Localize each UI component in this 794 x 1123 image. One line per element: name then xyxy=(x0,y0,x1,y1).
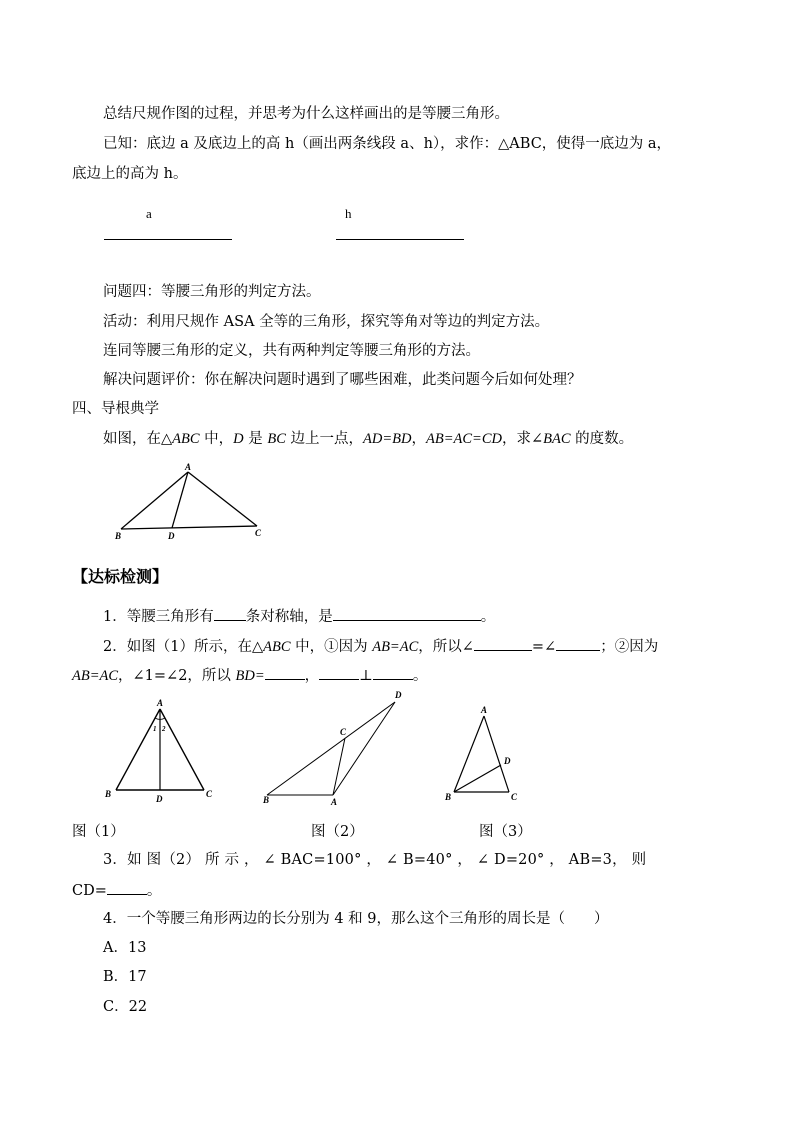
fig1-label-1: 1 xyxy=(153,725,157,733)
fig-label-d: D xyxy=(168,531,175,541)
check-q3-line1: 3．如 图（2） 所 示 ， ∠ BAC=100° ， ∠ B=40° ， ∠ D=20° ， AB=3， 则 xyxy=(103,852,647,868)
fig1-label-b: B xyxy=(105,789,112,799)
fig1-label-a: A xyxy=(157,698,164,708)
option-c[interactable]: C．22 xyxy=(103,999,148,1015)
q1-blank-count[interactable] xyxy=(214,606,246,621)
fig1-label-c: C xyxy=(206,789,213,799)
figure-1-caption: 图（1） xyxy=(72,824,125,840)
figure-3 xyxy=(440,700,530,804)
intro-line-1: 总结尺规作图的过程，并思考为什么这样画出的是等腰三角形。 xyxy=(103,106,509,122)
fig2-label-c: C xyxy=(340,727,347,737)
q2-blank-perp1[interactable] xyxy=(319,665,359,680)
fig-side-ab xyxy=(121,472,188,529)
check-q2-line1: 2．如图（1）所示，在△ABC 中，①因为 AB=AC，所以∠ =∠ ；②因为 xyxy=(103,636,658,657)
q2-blank-angle1[interactable] xyxy=(474,636,532,651)
problem4-evaluation: 解决问题评价：你在解决问题时遇到了哪些困难，此类问题今后如何处理？ xyxy=(103,372,582,388)
figure-2-caption: 图（2） xyxy=(311,824,364,840)
fig-side-bc xyxy=(121,526,257,529)
fig-label-a: A xyxy=(185,462,192,472)
q2-blank-angle2[interactable] xyxy=(556,636,600,651)
figure-2 xyxy=(255,686,415,806)
check-q3-line2: CD= 。 xyxy=(72,880,161,901)
fig3-label-a: A xyxy=(481,705,488,715)
check-q2-line2: AB=AC，∠1=∠2，所以 BD= ， ⊥ 。 xyxy=(72,665,427,686)
fig3-label-b: B xyxy=(445,792,452,802)
figure-1 xyxy=(100,696,225,808)
fig3-segment-bd xyxy=(454,765,501,792)
segment-a-label: a xyxy=(146,206,152,221)
section4-question: 如图，在△ABC 中，D 是 BC 边上一点，AD=BD，AB=AC=CD，求∠BAC 的度数。 xyxy=(103,431,634,447)
fig1-label-d: D xyxy=(156,794,163,804)
problem4-title: 问题四：等腰三角形的判定方法。 xyxy=(103,284,321,300)
q3-blank-cd[interactable] xyxy=(107,880,147,895)
option-a[interactable]: A．13 xyxy=(103,940,147,956)
fig-side-ac xyxy=(188,472,257,526)
fig2-label-b: B xyxy=(263,795,270,805)
fig-segment-ad xyxy=(172,472,188,528)
segment-h-label: h xyxy=(345,206,352,221)
fig3-label-d: D xyxy=(504,756,511,766)
q2-blank-bd[interactable] xyxy=(265,665,305,680)
fig2-label-d: D xyxy=(395,690,402,700)
section4-figure xyxy=(110,460,270,542)
option-b[interactable]: B．17 xyxy=(103,969,147,985)
section4-heading: 四、导根典学 xyxy=(72,401,159,417)
problem4-definition: 连同等腰三角形的定义，共有两种判定等腰三角形的方法。 xyxy=(103,343,480,359)
segment-a xyxy=(104,239,232,240)
check-q4: 4．一个等腰三角形两边的长分别为 4 和 9，那么这个三角形的周长是（ ） xyxy=(103,911,609,927)
check-heading: 【达标检测】 xyxy=(72,567,169,586)
q1-blank-axis[interactable] xyxy=(333,606,481,621)
fig3-label-c: C xyxy=(511,792,518,802)
fig2-side-bd xyxy=(267,702,395,795)
q2-blank-perp2[interactable] xyxy=(373,665,413,680)
fig-label-b: B xyxy=(115,531,122,541)
intro-line-2: 已知：底边 a 及底边上的高 h（画出两条线段 a、h），求作：△ABC，使得一底边为 a， xyxy=(103,136,672,152)
segment-h xyxy=(336,239,464,240)
fig2-label-a: A xyxy=(331,797,338,806)
figure-3-caption: 图（3） xyxy=(479,824,532,840)
intro-line-3: 底边上的高为 h。 xyxy=(72,166,188,182)
problem4-activity: 活动：利用尺规作 ASA 全等的三角形，探究等角对等边的判定方法。 xyxy=(103,314,550,330)
fig1-label-2: 2 xyxy=(162,725,166,733)
fig-label-c: C xyxy=(255,528,262,538)
check-q1: 1．等腰三角形有 条对称轴，是 。 xyxy=(103,606,495,627)
fig1-side-ab xyxy=(116,709,160,790)
fig3-side-ab xyxy=(454,716,484,792)
fig3-side-ac xyxy=(484,716,509,792)
fig1-side-ac xyxy=(160,709,204,790)
